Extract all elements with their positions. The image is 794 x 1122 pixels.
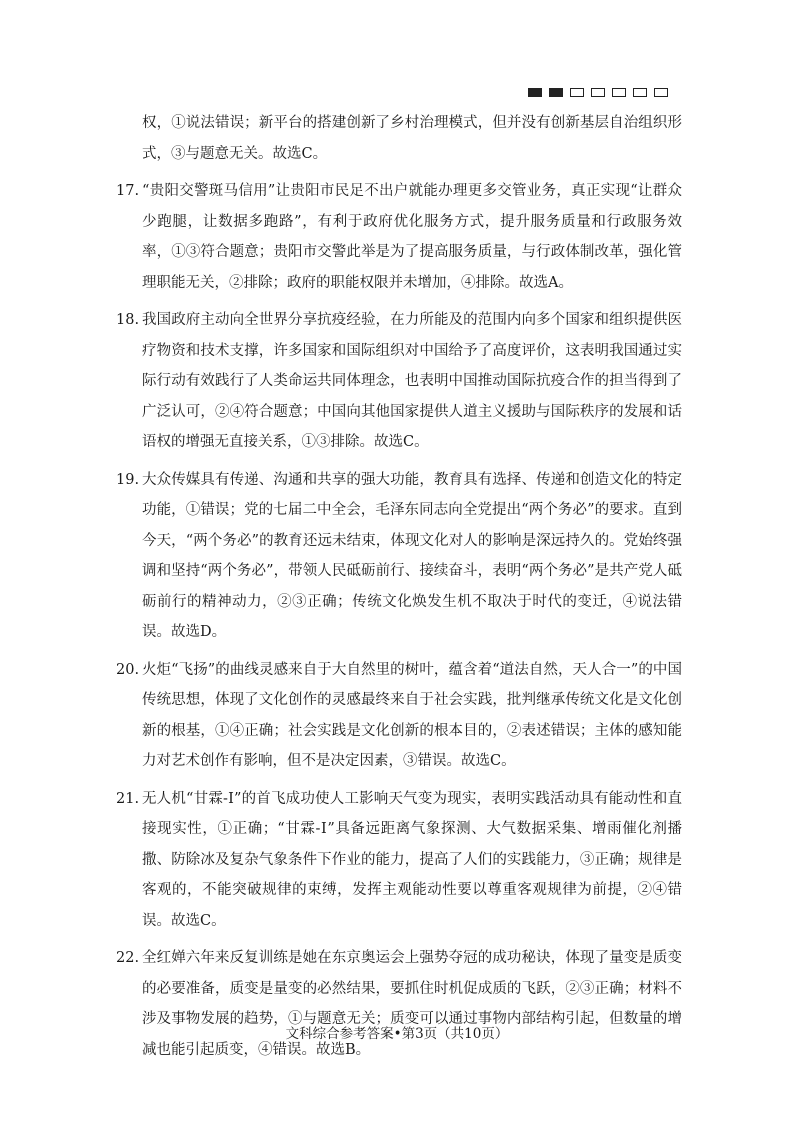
item-text: 无人机“甘霖-Ⅰ”的首飞成功使人工影响天气变为现实，表明实践活动具有能动性和直接现实性，①正确；“甘霖-Ⅰ”具备远距离气象探测、大气数据采集、增雨催化剂播撒、防除冰及复杂气象条件下作业的能力，提高了人们的实践能力，③正确；规律是客观的，不能突破规律的束缚，发挥主观能动性要以尊重客观规律为前提，②④错误。故选C。 (142, 790, 682, 929)
page-mark-empty (591, 88, 605, 97)
page-mark-filled (528, 88, 542, 97)
answer-item-19 (116, 465, 682, 648)
item-text: “贵阳交警斑马信用”让贵阳市民足不出户就能办理更多交管业务，真正实现“让群众少跑腿，让数据多跑路”，有利于政府优化服务方式，提升服务质量和行政服务效率，①③符合题意；贵阳市交警此举是为了提高服务质量，与行政体制改革，强化管理职能无关，②排除；政府的职能权限并未增加，④排除。故选A。 (142, 183, 682, 291)
answer-content (116, 108, 682, 1065)
answer-item-17 (116, 176, 682, 298)
page-mark-empty (633, 88, 647, 97)
continuation-paragraph: 权，①说法错误；新平台的搭建创新了乡村治理模式，但并没有创新基层自治组织形式，③与题意无关。故选C。 (142, 115, 682, 162)
page-footer: 文科综合参考答案•第3页（共10页） (285, 1026, 509, 1042)
item-number: 21. (116, 790, 140, 807)
answer-item-22 (116, 943, 682, 1065)
answer-item-21 (116, 784, 682, 937)
answer-item-18 (116, 305, 682, 458)
item-number: 20. (116, 661, 140, 678)
item-number: 22. (116, 950, 140, 966)
item-text: 大众传媒具有传递、沟通和共享的强大功能，教育具有选择、传递和创造文化的特定功能，①错误；党的七届二中全会，毛泽东同志向全党提出“两个务必”的要求。直到今天，“两个务必”的教育还远未结束，体现文化对人的影响是深远持久的。党始终强调和坚持“两个务必”，带领人民砥砺前行、接续奋斗，表明“两个务必”是共产党人砥砺前行的精神动力，②③正确；传统文化焕发生机不取决于时代的变迁，④说法错误。故选D。 (142, 471, 682, 640)
item-number: 17. (116, 183, 140, 199)
item-text: 火炬“飞扬”的曲线灵感来自于大自然里的树叶，蕴含着“道法自然，天人合一”的中国传统思想，体现了文化创作的灵感最终来自于社会实践，批判继承传统文化是文化创新的根基，①④正确；社会实践是文化创新的根本目的，②表述错误；主体的感知能力对艺术创作有影响，但不是决定因素，③错误。故选C。 (142, 661, 682, 769)
item-text: 我国政府主动向全世界分享抗疫经验，在力所能及的范围内向多个国家和组织提供医疗物资和技术支撑，许多国家和国际组织对中国给予了高度评价，这表明我国通过实际行动有效践行了人类命运共同体理念，也表明中国推动国际抗疫合作的担当得到了广泛认可，②④符合题意；中国向其他国家提供人道主义援助与国际秩序的发展和话语权的增强无直接关系，①③排除。故选C。 (142, 312, 682, 450)
page-mark-empty (654, 88, 668, 97)
item-number: 18. (116, 312, 140, 328)
page-mark-empty (612, 88, 626, 97)
page-mark-empty (570, 88, 584, 97)
page-indicator (528, 88, 668, 97)
page-mark-filled (549, 88, 563, 97)
item-text: 全红婵六年来反复训练是她在东京奥运会上强势夺冠的成功秘诀，体现了量变是质变的必要准备，质变是量变的必然结果，要抓住时机促成质的飞跃，②③正确；材料不涉及事物发展的趋势，①与题意无关；质变可以通过事物内部结构引起，但数量的增减也能引起质变，④错误。故选B。 (142, 950, 682, 1058)
item-number: 19. (116, 471, 140, 488)
answer-item-20 (116, 655, 682, 777)
